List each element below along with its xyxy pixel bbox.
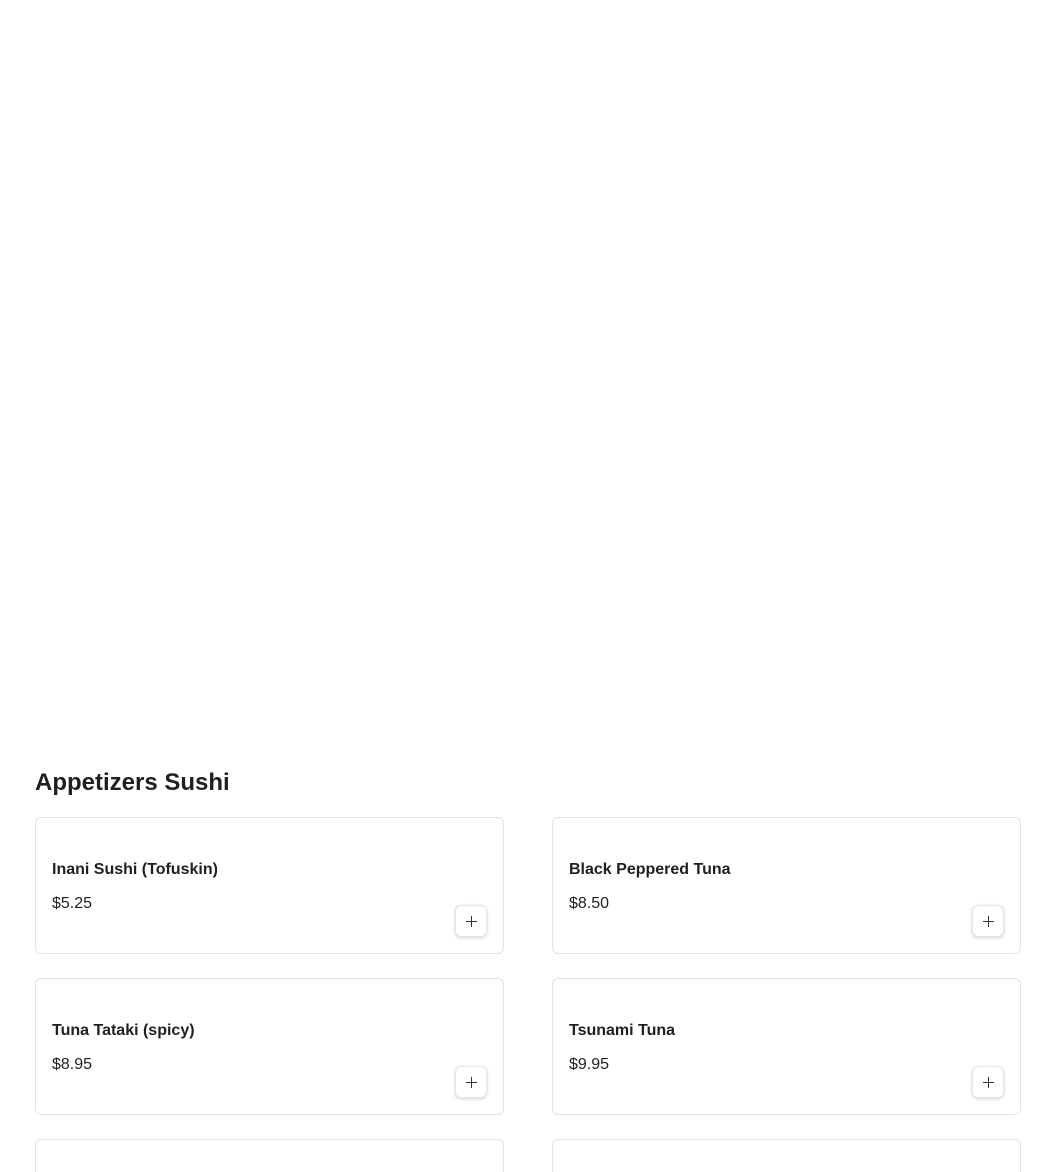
menu-item-name: Tuna Tataki (spicy) bbox=[52, 1022, 195, 1039]
menu-item-name: Inani Sushi (Tofuskin) bbox=[52, 861, 218, 878]
add-item-button[interactable] bbox=[455, 1066, 487, 1098]
add-item-button[interactable] bbox=[972, 905, 1004, 937]
menu-item-card[interactable] bbox=[35, 1139, 504, 1172]
plus-icon bbox=[983, 1077, 994, 1088]
plus-icon bbox=[466, 1077, 477, 1088]
menu-item-name: Tsunami Tuna bbox=[569, 1022, 676, 1039]
menu-item-card[interactable] bbox=[552, 1139, 1021, 1172]
menu-item-price: $9.95 bbox=[569, 1056, 610, 1073]
add-item-button[interactable] bbox=[455, 905, 487, 937]
menu-item-price: $8.50 bbox=[569, 895, 610, 912]
menu-item-card[interactable] bbox=[552, 978, 1021, 1115]
plus-icon bbox=[983, 916, 994, 927]
menu-item-name: Black Peppered Tuna bbox=[569, 861, 731, 878]
section-title: Appetizers Sushi bbox=[35, 769, 230, 796]
menu-item-card[interactable] bbox=[35, 817, 504, 954]
add-item-button[interactable] bbox=[972, 1066, 1004, 1098]
menu-item-price: $8.95 bbox=[52, 1056, 93, 1073]
menu-item-card[interactable] bbox=[552, 817, 1021, 954]
menu-item-card[interactable] bbox=[35, 978, 504, 1115]
menu-item-price: $5.25 bbox=[52, 895, 93, 912]
menu-item-grid bbox=[35, 817, 1021, 1172]
plus-icon bbox=[466, 916, 477, 927]
